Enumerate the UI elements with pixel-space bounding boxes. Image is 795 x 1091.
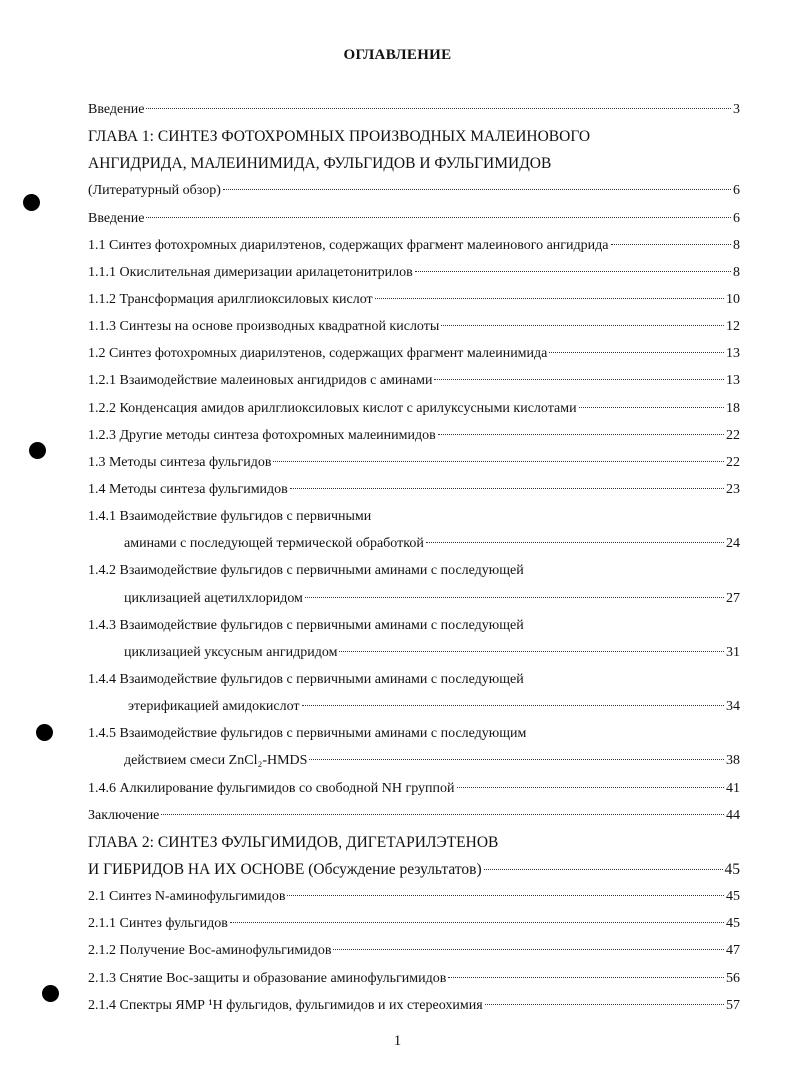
page-number: 1 bbox=[393, 1033, 402, 1049]
dot-leader bbox=[448, 977, 724, 978]
toc-entry-text: 1.2 Синтез фотохромных диарилэтенов, содержащих фрагмент малеинимида bbox=[88, 346, 548, 362]
toc-entry-1-3[interactable] bbox=[88, 449, 740, 476]
toc-entry-2-1-4[interactable] bbox=[88, 992, 740, 1019]
dot-leader bbox=[579, 407, 724, 408]
toc-entry-1-4-6[interactable] bbox=[88, 775, 740, 802]
toc-entry-1-2-1[interactable] bbox=[88, 367, 740, 394]
dot-leader bbox=[290, 488, 724, 489]
toc-entry-text: 1.1 Синтез фотохромных диарилэтенов, содержащих фрагмент малеинового ангидрида bbox=[88, 237, 609, 253]
toc-entry-literature-review[interactable] bbox=[88, 177, 740, 204]
toc-entry-2-1-1[interactable] bbox=[88, 910, 740, 937]
toc-entry-1-1-3[interactable] bbox=[88, 313, 740, 340]
toc-entry-text: 2.1.3 Снятие Boc-защиты и образование аминофульгимидов bbox=[88, 970, 447, 986]
toc-entry-1-4-2-line-1[interactable] bbox=[88, 557, 740, 584]
toc-entry-text: ГЛАВА 1: СИНТЕЗ ФОТОХРОМНЫХ ПРОИЗВОДНЫХ МАЛЕИНОВОГО bbox=[88, 128, 591, 146]
toc-page-number: 45 bbox=[726, 916, 740, 932]
dot-leader bbox=[333, 949, 724, 950]
toc-entry-1-4-4-line-2[interactable] bbox=[88, 693, 740, 720]
binder-hole-2 bbox=[29, 442, 46, 459]
toc-entry-text: 1.4.2 Взаимодействие фульгидов с первичными аминами с последующей bbox=[88, 563, 524, 579]
toc-page-number: 22 bbox=[726, 427, 740, 443]
toc-chapter-2-heading-line-1[interactable] bbox=[88, 829, 740, 856]
dot-leader bbox=[305, 597, 724, 598]
toc-page-number: 8 bbox=[733, 264, 740, 280]
binder-hole-4 bbox=[42, 985, 59, 1002]
toc-entry-2-1[interactable] bbox=[88, 883, 740, 910]
toc-entry-1-1[interactable] bbox=[88, 232, 740, 259]
dot-leader bbox=[611, 244, 732, 245]
binder-hole-3 bbox=[36, 724, 53, 741]
dot-leader bbox=[223, 189, 731, 190]
dot-leader bbox=[287, 895, 724, 896]
toc-entry-1-4-5-line-1[interactable] bbox=[88, 720, 740, 747]
toc-chapter-1-heading-line-2[interactable] bbox=[88, 150, 740, 177]
toc-entry-text: 2.1.4 Спектры ЯМР ¹H фульгидов, фульгимидов и их стереохимия bbox=[88, 997, 483, 1013]
toc-page-number: 41 bbox=[726, 780, 740, 796]
toc-entry-text: циклизацией уксусным ангидридом bbox=[124, 644, 338, 660]
dot-leader bbox=[434, 379, 724, 380]
table-of-contents bbox=[88, 96, 740, 1019]
toc-entry-1-4-1-line-2[interactable] bbox=[88, 530, 740, 557]
toc-page-number: 34 bbox=[726, 699, 740, 715]
toc-entry-introduction[interactable] bbox=[88, 96, 740, 123]
dot-leader bbox=[415, 271, 731, 272]
toc-entry-1-4[interactable] bbox=[88, 476, 740, 503]
toc-entry-text: (Литературный обзор) bbox=[88, 183, 221, 199]
toc-page-number: 8 bbox=[733, 237, 740, 253]
toc-entry-1-4-4-line-1[interactable] bbox=[88, 666, 740, 693]
toc-entry-text: аминами с последующей термической обработкой bbox=[124, 536, 424, 552]
toc-entry-text: 2.1.2 Получение Boc-аминофульгимидов bbox=[88, 943, 332, 959]
dot-leader bbox=[302, 705, 724, 706]
toc-entry-text: 2.1.1 Синтез фульгидов bbox=[88, 916, 228, 932]
dot-leader bbox=[339, 651, 724, 652]
toc-entry-2-1-2[interactable] bbox=[88, 937, 740, 964]
toc-entry-1-4-2-line-2[interactable] bbox=[88, 585, 740, 612]
toc-entry-text: 1.4.4 Взаимодействие фульгидов с первичными аминами с последующей bbox=[88, 671, 524, 687]
toc-entry-text: Введение bbox=[88, 210, 145, 226]
toc-page-number: 18 bbox=[726, 400, 740, 416]
toc-page-number: 44 bbox=[726, 807, 740, 823]
toc-page-number: 31 bbox=[726, 644, 740, 660]
toc-page-number: 47 bbox=[726, 943, 740, 959]
toc-entry-text: Введение bbox=[88, 102, 145, 117]
toc-page-number: 38 bbox=[726, 753, 740, 769]
dot-leader bbox=[146, 108, 731, 109]
dot-leader bbox=[441, 325, 724, 326]
dot-leader bbox=[485, 1004, 724, 1005]
dot-leader bbox=[230, 922, 724, 923]
toc-page-number: 27 bbox=[726, 590, 740, 606]
toc-entry-text: 1.4.6 Алкилирование фульгимидов со свободной NH группой bbox=[88, 780, 455, 796]
toc-chapter-2-heading-line-2[interactable] bbox=[88, 856, 740, 883]
toc-entry-1-4-5-line-2[interactable] bbox=[88, 747, 740, 774]
toc-entry-text: 1.1.1 Окислительная димеризации арилацетонитрилов bbox=[88, 264, 413, 280]
toc-entry-text: 1.3 Методы синтеза фульгидов bbox=[88, 454, 272, 470]
toc-entry-text: Заключение bbox=[88, 807, 160, 823]
dot-leader bbox=[484, 869, 723, 870]
toc-entry-text: 1.2.2 Конденсация амидов арилглиоксиловых кислот с арилуксусными кислотами bbox=[88, 400, 577, 416]
toc-entry-text: И ГИБРИДОВ НА ИХ ОСНОВЕ (Обсуждение результатов) bbox=[88, 860, 482, 878]
dot-leader bbox=[457, 787, 724, 788]
toc-entry-1-2[interactable] bbox=[88, 340, 740, 367]
toc-page-number: 3 bbox=[733, 102, 740, 117]
toc-entry-chapter-1-introduction[interactable] bbox=[88, 205, 740, 232]
toc-page-number: 6 bbox=[733, 210, 740, 226]
toc-page-number: 23 bbox=[726, 481, 740, 497]
toc-entry-text: 2.1 Синтез N-аминофульгимидов bbox=[88, 889, 286, 905]
dot-leader bbox=[375, 298, 724, 299]
toc-entry-text: 1.2.3 Другие методы синтеза фотохромных малеинимидов bbox=[88, 427, 436, 443]
toc-entry-text: АНГИДРИДА, МАЛЕИНИМИДА, ФУЛЬГИДОВ И ФУЛЬГИМИДОВ bbox=[88, 155, 552, 173]
toc-entry-text: 1.4.3 Взаимодействие фульгидов с первичными аминами с последующей bbox=[88, 617, 524, 633]
toc-entry-text: этерификацией амидокислот bbox=[128, 699, 300, 715]
toc-entry-text: циклизацией ацетилхлоридом bbox=[124, 590, 303, 606]
toc-page-number: 22 bbox=[726, 454, 740, 470]
dot-leader bbox=[273, 461, 724, 462]
toc-entry-conclusion[interactable] bbox=[88, 802, 740, 829]
toc-entry-1-4-3-line-1[interactable] bbox=[88, 612, 740, 639]
toc-entry-2-1-3[interactable] bbox=[88, 965, 740, 992]
dot-leader bbox=[146, 217, 731, 218]
toc-entry-1-4-1-line-1[interactable] bbox=[88, 503, 740, 530]
toc-page-number: 45 bbox=[726, 889, 740, 905]
toc-entry-text: ГЛАВА 2: СИНТЕЗ ФУЛЬГИМИДОВ, ДИГЕТАРИЛЭТЕНОВ bbox=[88, 833, 499, 851]
toc-page-number: 24 bbox=[726, 536, 740, 552]
toc-page-number: 45 bbox=[724, 860, 740, 878]
toc-entry-text: 1.1.2 Трансформация арилглиоксиловых кислот bbox=[88, 291, 373, 307]
toc-page-number: 12 bbox=[726, 319, 740, 335]
toc-entry-1-2-3[interactable] bbox=[88, 422, 740, 449]
toc-entry-1-1-2[interactable] bbox=[88, 286, 740, 313]
toc-page-number: 6 bbox=[733, 183, 740, 199]
toc-page-number: 13 bbox=[726, 373, 740, 389]
toc-entry-text: 1.4.5 Взаимодействие фульгидов с первичными аминами с последующим bbox=[88, 726, 527, 742]
toc-entry-1-4-3-line-2[interactable] bbox=[88, 639, 740, 666]
dot-leader bbox=[426, 542, 724, 543]
dot-leader bbox=[161, 814, 724, 815]
toc-entry-1-1-1[interactable] bbox=[88, 259, 740, 286]
dot-leader bbox=[309, 759, 724, 760]
toc-chapter-1-heading-line-1[interactable] bbox=[88, 123, 740, 150]
toc-entry-text: 1.4.1 Взаимодействие фульгидов с первичными bbox=[88, 509, 372, 525]
dot-leader bbox=[438, 434, 724, 435]
toc-entry-text: 1.2.1 Взаимодействие малеиновых ангидридов с аминами bbox=[88, 373, 433, 389]
toc-page-number: 57 bbox=[726, 997, 740, 1013]
toc-entry-text: 1.4 Методы синтеза фульгимидов bbox=[88, 481, 288, 497]
binder-hole-1 bbox=[23, 194, 40, 211]
page-title: ОГЛАВЛЕНИЕ bbox=[343, 47, 452, 63]
toc-entry-text: 1.1.3 Синтезы на основе производных квадратной кислоты bbox=[88, 319, 440, 335]
toc-page-number: 10 bbox=[726, 291, 740, 307]
toc-entry-text: действием смеси ZnCl₂-HMDS bbox=[124, 753, 308, 769]
toc-page-number: 56 bbox=[726, 970, 740, 986]
dot-leader bbox=[549, 352, 724, 353]
toc-page-number: 13 bbox=[726, 346, 740, 362]
toc-entry-1-2-2[interactable] bbox=[88, 395, 740, 422]
